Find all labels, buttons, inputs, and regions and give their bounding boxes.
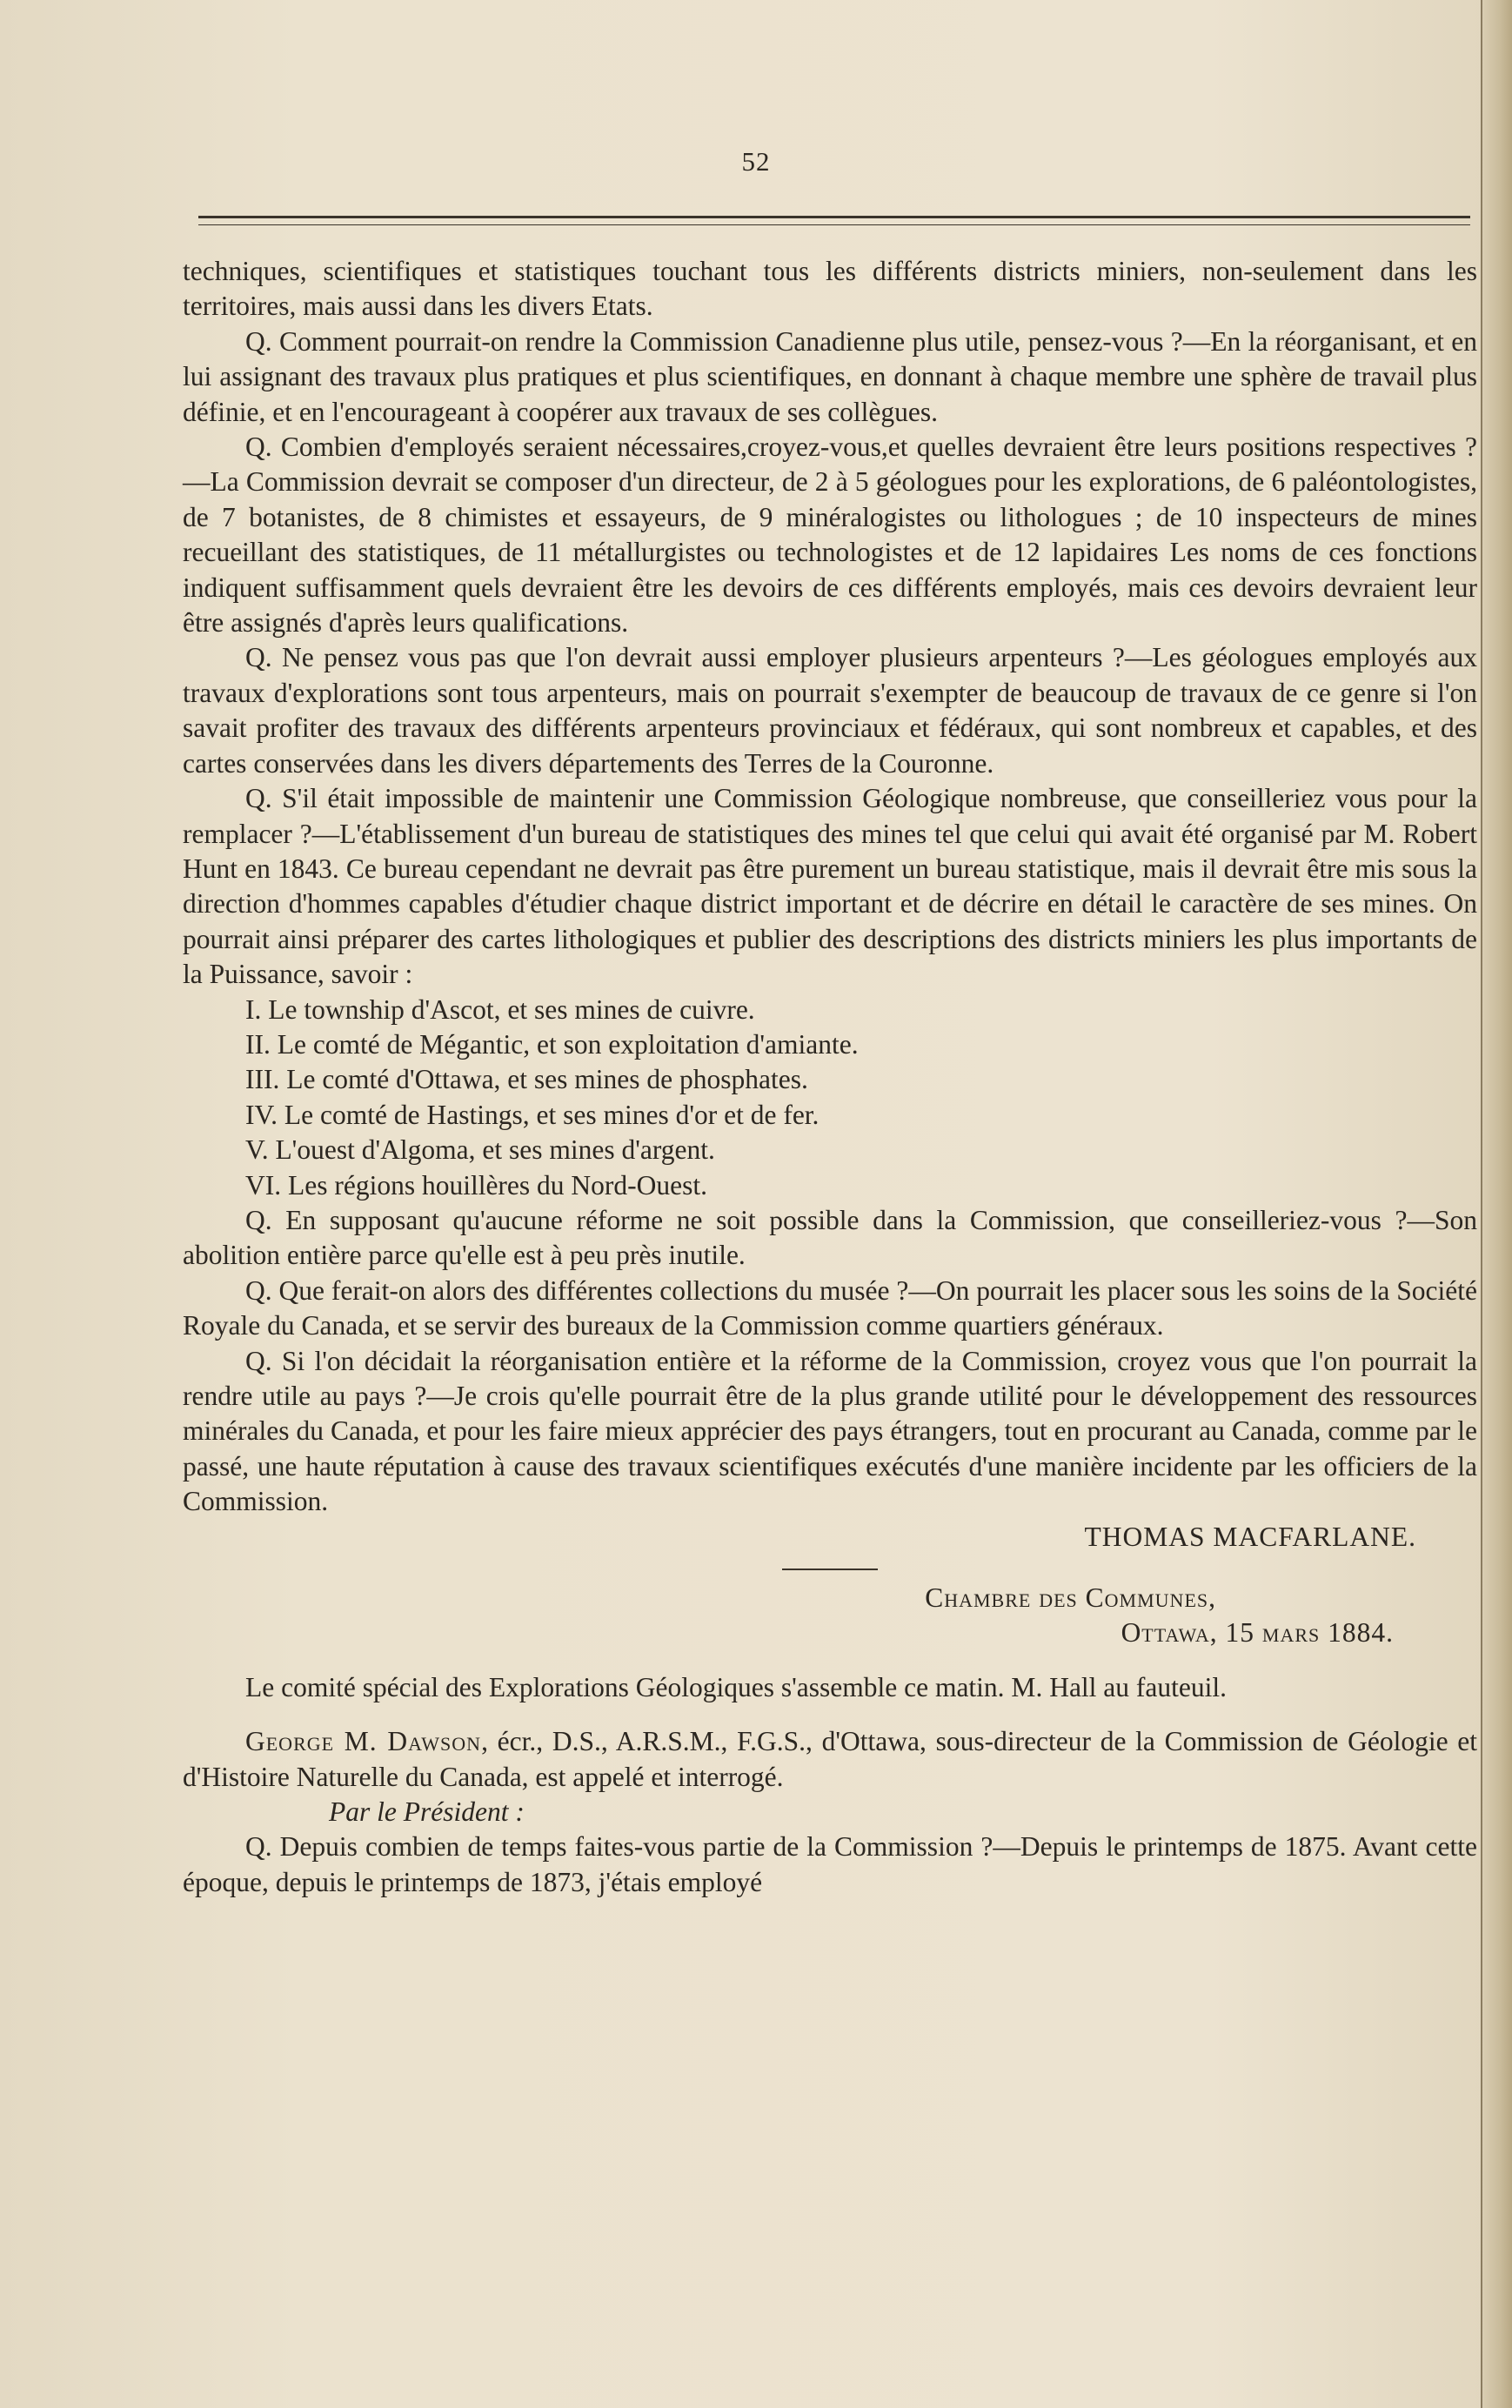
page-edge bbox=[1481, 0, 1512, 2408]
list-item: IV. Le comté de Hastings, et ses mines d'or et de fer. bbox=[245, 1099, 820, 1130]
paragraph: Q. Depuis combien de temps faites-vous partie de la Commission ?—Depuis le printemps de 1875. Avant cette époque, depuis le printemps de 1873, j'étais employé bbox=[183, 1831, 1477, 1897]
signature: THOMAS MACFARLANE. bbox=[1084, 1521, 1416, 1552]
list-item: V. L'ouest d'Algoma, et ses mines d'argent. bbox=[245, 1134, 715, 1166]
paragraph: Q. Comment pourrait-on rendre la Commission Canadienne plus utile, pensez-vous ?—En la réorganisant, et en lui assignant des travaux plus pratiques et plus scientifiques, en donnant à chaque membre une sphère de travail plus définie, et en l'encourageant à coopérer aux travaux de ses collègues. bbox=[183, 325, 1477, 427]
by-president bbox=[183, 1795, 1477, 1829]
paragraph: Q. Combien d'employés seraient nécessaires,croyez-vous,et quelles devraient être leurs positions respectives ?—La Commission devrait se composer d'un directeur, de 2 à 5 géologues pour les explorations, de 6 paléontologistes, de 7 botanistes, de 8 chimistes et essayeurs, de 9 minéralogistes ou lithologues ; de 10 inspecteurs de mines recueillant des statistiques, de 11 métallurgistes ou technologistes et de 12 lapidaires Les noms de ces fonctions indiquent suffisamment quels devraient être les devoirs de ces différents employés, mais ces devoirs devraient leur être assignés d'après leurs qualifications. bbox=[183, 431, 1477, 639]
list-item: I. Le township d'Ascot, et ses mines de cuivre. bbox=[245, 993, 755, 1025]
paragraph: Q. S'il était impossible de maintenir une Commission Géologique nombreuse, que conseilleriez vous pour la remplacer ?—L'établissement d'un bureau de statistiques des mines tel que celui qui avait été organisé par M. Robert Hunt en 1843. Ce bureau cependant ne devrait pas être purement un bureau statistique, mais il devrait être mis sous la direction d'hommes capables d'étudier chaque district important et de décrire en détail le caractère de ses mines. On pourrait ainsi préparer des cartes lithologiques et publier des descriptions des districts miniers les plus importants de la Puissance, savoir : bbox=[183, 783, 1477, 990]
list-item: III. Le comté d'Ottawa, et ses mines de phosphates. bbox=[245, 1064, 808, 1095]
paragraph: Q. Si l'on décidait la réorganisation entière et la réforme de la Commission, croyez vous que l'on pourrait la rendre utile au pays ?—Je crois qu'elle pourrait être de la plus grande utilité pour le développement des ressources minérales du Canada, et pour les faire mieux apprécier des pays étrangers, tout en procurant au Canada, comme par le passé, une haute réputation à cause des travaux scientifiques exécutés d'une manière incidente par les officiers de la Commission. bbox=[183, 1345, 1477, 1517]
dateline-date-text: Ottawa, 15 mars 1884. bbox=[1121, 1617, 1394, 1649]
list-item: VI. Les régions houillères du Nord-Ouest. bbox=[245, 1169, 708, 1201]
paragraph: Q. En supposant qu'aucune réforme ne soit possible dans la Commission, que conseilleriez-vous ?—Son abolition entière parce qu'elle est à peu près inutile. bbox=[183, 1204, 1477, 1271]
session-opening: Le comité spécial des Explorations Géologiques s'assemble ce matin. M. Hall au fauteuil. bbox=[245, 1671, 1227, 1702]
page-number: 52 bbox=[741, 146, 771, 177]
list-item: II. Le comté de Mégantic, et son exploitation d'amiante. bbox=[245, 1028, 859, 1060]
section-separator bbox=[782, 1569, 878, 1570]
paragraph: Q. Ne pensez vous pas que l'on devrait aussi employer plusieurs arpenteurs ?—Les géologues employés aux travaux d'explorations sont tous arpenteurs, mais on pourrait s'exempter de beaucoup de travaux de ce genre si l'on savait profiter des travaux des différents arpenteurs provinciaux et fédéraux, qui sont nombreux et capables, et des cartes conservées dans les divers départements des Terres de la Couronne. bbox=[183, 642, 1477, 779]
body-text bbox=[183, 254, 1477, 1900]
by-president-text: Par le Président : bbox=[329, 1796, 525, 1828]
dateline-place: Chambre des Communes, bbox=[925, 1582, 1216, 1614]
dateline-date bbox=[183, 1615, 1477, 1650]
paragraph: techniques, scientifiques et statistiques touchant tous les différents districts miniers, non-seulement dans les territoires, mais aussi dans les divers Etats. bbox=[183, 256, 1477, 322]
witness-paragraph bbox=[183, 1724, 1477, 1795]
header-rule-thin bbox=[198, 224, 1470, 225]
witness-details: , écr., D.S., A.R.S.M., F.G.S., d'Ottawa, sous-directeur de la Commission de Géologie et d'Histoire Naturelle du Canada, est appelé et interrogé. bbox=[183, 1726, 1478, 1792]
paragraph: Q. Que ferait-on alors des différentes collections du musée ?—On pourrait les placer sous les soins de la Société Royale du Canada, et se servir des bureaux de la Commission comme quartiers généraux. bbox=[183, 1274, 1477, 1341]
header-rule bbox=[198, 216, 1470, 218]
witness-name: George M. Dawson bbox=[245, 1726, 482, 1757]
